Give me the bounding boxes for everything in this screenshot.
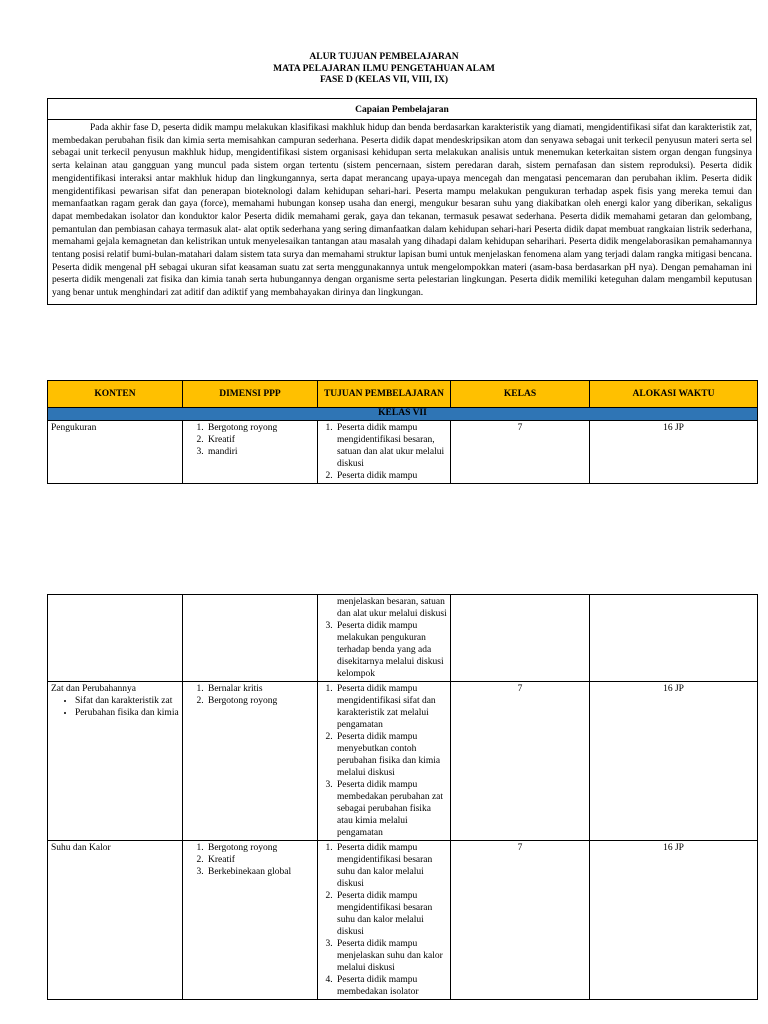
list-item: 2. Bergotong royong [206, 695, 314, 707]
kelas-row [48, 408, 758, 421]
page-two [0, 594, 768, 1024]
list-item: 1. Bergotong royong [206, 422, 314, 434]
atp-table [47, 380, 758, 484]
list-item: 3. Peserta didik mampu melakukan pengukuran terhadap benda yang ada disekitarnya melalui diskusi kelompok [335, 620, 447, 680]
atp-table-continued [47, 594, 758, 1000]
alokasi-cell [590, 595, 758, 682]
header-konten: KONTEN [48, 381, 183, 408]
konten-title: Zat dan Perubahannya [51, 684, 136, 694]
list-item: 3. Peserta didik mampu membedakan perubahan zat sebagai perubahan fisika atau kimia melalui pengamatan [335, 779, 447, 839]
dimensi-cell [183, 595, 318, 682]
kelas-cell: 7 [451, 841, 590, 1000]
table-row [48, 595, 758, 682]
konten-cell: Pengukuran [48, 421, 183, 484]
header-row [48, 381, 758, 408]
konten-cell [48, 595, 183, 682]
list-item: 2. Peserta didik mampu menyebutkan contoh perubahan fisika dan kimia melalui diskusi [335, 731, 447, 779]
capaian-table [47, 98, 757, 305]
title-line-1: ALUR TUJUAN PEMBELAJARAN [309, 52, 459, 62]
table-row [48, 682, 758, 841]
list-item: 1. Peserta didik mampu mengidentifikasi besaran suhu dan kalor melalui diskusi [335, 842, 447, 890]
dimensi-cell [183, 421, 318, 484]
header-dimensi: DIMENSI PPP [183, 381, 318, 408]
list-item: 1. Peserta didik mampu mengidentifikasi besaran, satuan dan alat ukur melalui diskusi [335, 422, 447, 470]
tujuan-cell [318, 595, 451, 682]
table-row [48, 421, 758, 484]
list-item: 4. Peserta didik mampu membedakan isolator [335, 974, 447, 998]
alokasi-cell: 16 JP [590, 682, 758, 841]
capaian-cell [48, 120, 757, 305]
konten-cell: Suhu dan Kalor [48, 841, 183, 1000]
list-item: 2. Kreatif [206, 854, 314, 866]
list-item: 2. Peserta didik mampu [335, 470, 447, 482]
kelas-label: KELAS VII [48, 408, 758, 421]
list-item: 3. Berkebinekaan global [206, 866, 314, 878]
list-item: 1. Peserta didik mampu mengidentifikasi sifat dan karakteristik zat melalui pengamatan [335, 683, 447, 731]
list-item: 2. Kreatif [206, 434, 314, 446]
header-alokasi: ALOKASI WAKTU [590, 381, 758, 408]
alokasi-cell: 16 JP [590, 841, 758, 1000]
header-tujuan: TUJUAN PEMBELAJARAN [318, 381, 451, 408]
tujuan-cell [318, 682, 451, 841]
dimensi-cell [183, 682, 318, 841]
list-item: 3. Peserta didik mampu menjelaskan suhu dan kalor melalui diskusi [335, 938, 447, 974]
list-item: 2. Peserta didik mampu mengidentifikasi besaran suhu dan kalor melalui diskusi [335, 890, 447, 938]
list-item: • Sifat dan karakteristik zat [75, 695, 179, 707]
kelas-cell: 7 [451, 682, 590, 841]
header-kelas: KELAS [451, 381, 590, 408]
title-line-3: FASE D (KELAS VII, VIII, IX) [319, 75, 449, 85]
tujuan-continued: menjelaskan besaran, satuan dan alat ukur melalui diskusi [337, 597, 447, 619]
capaian-heading: Capaian Pembelajaran [48, 99, 757, 120]
konten-cell [48, 682, 183, 841]
list-item: 1. Bergotong royong [206, 842, 314, 854]
list-item: • Perubahan fisika dan kimia [75, 707, 179, 719]
capaian-text: Pada akhir fase D, peserta didik mampu melakukan klasifikasi makhluk hidup dan benda berdasarkan karakteristik yang diamati, mengidentifikasi sifat dan karakteristik zat, membedakan perubahan fisik dan kimia serta memisahkan campuran sederhana. Peserta didik dapat mendeskripsikan atom dan senyawa sebagai unit terkecil penyusun materi serta sel sebagai unit terkecil penyusun makhluk hidup, mengidentifikasi sistem organisasi kehidupan serta melakukan analisis untuk menemukan keterkaitan sistem organ dengan fungsinya serta kelainan atau gangguan yang muncul pada sistem organ tertentu (sistem pencernaan, sistem peredaran darah, sistem pernafasan dan sistem reproduksi). Peserta didik mengidentifikasi interaksi antar makhluk hidup dan lingkungannya, serta dapat merancang upaya-upaya mencegah dan mengatasi pencemaran dan perubahan iklim. Peserta didik mengidentifikasi pewarisan sifat dan penerapan bioteknologi dalam kehidupan sehari-hari. Peserta mampu melakukan pengukuran terhadap aspek fisis yang mereka temui dan memanfaatkan ragam gerak dan gaya (force), memahami hubungan konsep usaha dan energi, mengukur besaran suhu yang diakibatkan oleh energi kalor yang diberikan, sekaligus dapat membedakan isolator dan konduktor kalor Peserta didik memahami gerak, gaya dan tekanan, termasuk pesawat sederhana. Peserta didik memahami getaran dan gelombang, pemantulan dan pembiasan cahaya termasuk alat- alat optik sederhana yang sering dimanfaatkan dalam kehidupan sehari-hari Peserta didik dapat membuat rangkaian listrik sederhana, memahami gejala kemagnetan dan kelistrikan untuk menyelesaikan tantangan atau masalah yang dihadapi dalam kehidupan seharihari. Peserta didik mengelaborasikan pemahamannya tentang posisi relatif bumi-bulan-matahari dalam sistem tata surya dan memahami struktur lapisan bumi untuk menjelaskan fenomena alam yang terjadi dalam rangka mitigasi bencana. Peserta didik mengenal pH sebagai ukuran sifat keasaman suatu zat serta menggunakannya untuk mengelompokkan materi (asam-basa berdasarkan pH nya). Dengan pemahaman ini peserta didik mengenali zat fisika dan kimia tanah serta hubungannya dengan organisme serta pelestarian lingkungan. Peserta didik memiliki keteguhan dalam mengambil keputusan yang benar untuk menghindari zat aditif dan adiktif yang membahayakan dirinya dan lingkungan. [52, 123, 752, 299]
dimensi-cell [183, 841, 318, 1000]
kelas-cell [451, 595, 590, 682]
title-line-2: MATA PELAJARAN ILMU PENGETAHUAN ALAM [273, 63, 495, 74]
table-row [48, 841, 758, 1000]
tujuan-cell [318, 421, 451, 484]
document-title [0, 52, 768, 87]
list-item: 3. mandiri [206, 446, 314, 458]
kelas-cell: 7 [451, 421, 590, 484]
list-item: 1. Bernalar kritis [206, 683, 314, 695]
tujuan-cell [318, 841, 451, 1000]
alokasi-cell: 16 JP [590, 421, 758, 484]
